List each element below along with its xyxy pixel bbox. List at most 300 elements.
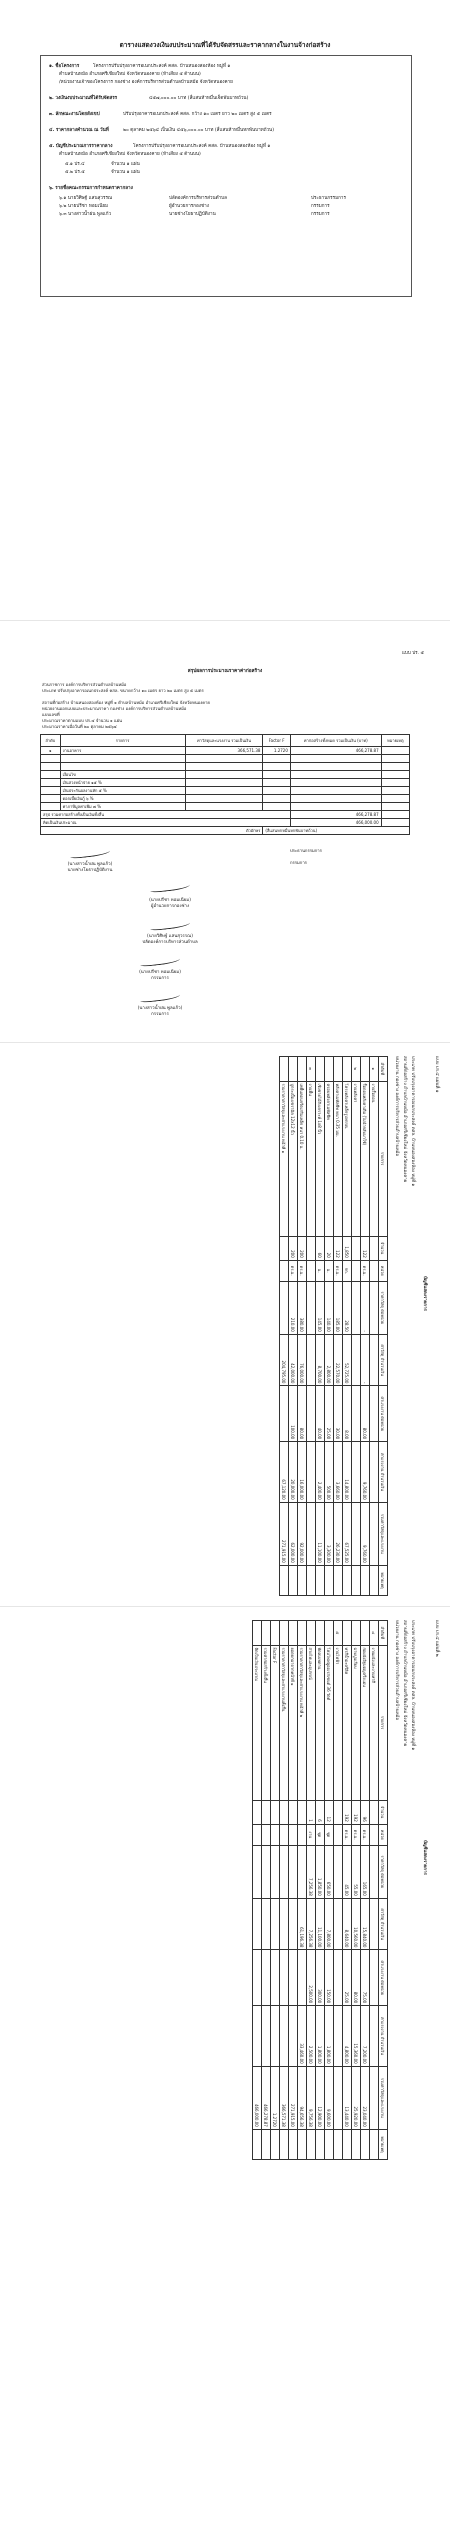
bq2-cell-no — [262, 1621, 271, 1646]
bq2-cell-item: งานผนังและงานทาสี — [370, 1645, 379, 1800]
bq2-cell-mp: 55.00 — [352, 1845, 361, 1898]
signature-scribble — [150, 882, 191, 893]
sig5-name: (นางสาวน้ำฝน พูลแก้ว) — [137, 1006, 183, 1011]
bq1-cell-mp: 28.50 — [343, 1281, 352, 1334]
committee-2-role: กรรมการ — [311, 204, 330, 209]
bq1-cell-item: งานพื้น — [307, 1081, 316, 1236]
table-row — [271, 1621, 280, 2160]
bq1-cell-ma: 76,000.00 — [298, 1334, 307, 1386]
bq2-cell-qty: 192 — [352, 1800, 361, 1824]
table-row — [370, 1057, 379, 1596]
bq1-cell-la: 500.00 — [325, 1442, 334, 1503]
bq1-cell-no — [325, 1057, 334, 1082]
bq2-cell-qty — [334, 1800, 343, 1824]
bq2-cell-ma — [334, 1898, 343, 1950]
bq2-line2: สถานที่ก่อสร้าง ตำบลบ้านหม้อ อำเภอศรีเชียงใหม่ จังหวัดหนองคาย — [402, 1620, 407, 1747]
table-row — [361, 1621, 370, 2160]
bq2-cell-note — [307, 2129, 316, 2159]
item6-label: ๖. รายชื่อคณะกรรมการกำหนดราคากลาง — [49, 186, 133, 191]
table-row — [253, 1621, 262, 2160]
bq1-cell-note — [370, 1565, 379, 1595]
bq2-cell-no — [307, 1621, 316, 1646]
bq1-cell-qty — [352, 1236, 361, 1260]
bq2-cell-mp — [280, 1845, 289, 1898]
bq2-cell-tot: 271,915.00 — [289, 2066, 298, 2129]
bq2-cell-qty: 6 — [316, 1800, 325, 1824]
summary-header-no: ลำดับ — [41, 735, 61, 747]
bq1-cell-la: 9,760.00 — [361, 1442, 370, 1503]
summary-line7: ประมาณราคาเมื่อวันที่ ๒๐ ตุลาคม ๒๕๖๔ — [42, 724, 117, 729]
bq2-cell-note — [361, 2129, 370, 2159]
summary-words-label: ตัวอักษร — [41, 827, 263, 835]
table-row — [307, 1621, 316, 2160]
bq2-cell-unit — [289, 1824, 298, 1845]
bq2-cell-ma — [271, 1898, 280, 1950]
bq2-rotated-sheet — [10, 1620, 440, 2160]
bq1-cell-lp: 30.00 — [334, 1386, 343, 1442]
bq2-cell-tot: 23,040.00 — [361, 2066, 370, 2129]
bq2-cell-ma — [262, 1898, 271, 1950]
summary-row-factor: 1.2720 — [263, 747, 290, 755]
summary-total-value: 466,278.87 — [290, 811, 381, 819]
bq2-cell-item: Factor F — [271, 1645, 280, 1800]
bq1-cell-unit: ตร.ม. — [361, 1260, 370, 1281]
bq2-cell-lp: 25.00 — [343, 1950, 352, 2006]
bq2-cell-mp — [253, 1845, 262, 1898]
item4-text: ๒๐ ตุลาคม ๒๕๖๔ เป็นเงิน ๔๕๖,๐๐๐.๐๐ บาท (สี่แสนห้าหมื่นหกพันบาทถ้วน) — [123, 128, 274, 133]
bq2-line3: หน่วยงาน กองช่าง องค์การบริหารส่วนตำบลบ้านหม้อ — [394, 1620, 399, 1721]
bq2-body — [253, 1621, 379, 2160]
sig3-position: ปลัดองค์การบริหารส่วนตำบล — [142, 940, 198, 945]
condition-3: ดอกเบี้ยเงินกู้ ๖ % — [60, 795, 185, 803]
bq1-cell-tot: 67,525.00 — [343, 1502, 352, 1565]
summary-header-note: หมายเหตุ — [381, 735, 409, 747]
bq1-line3: หน่วยงาน กองช่าง องค์การบริหารส่วนตำบลบ้านหม้อ — [394, 1056, 399, 1157]
bq1-cell-no — [334, 1057, 343, 1082]
bq2-cell-note — [370, 2129, 379, 2159]
bq2-cell-no — [352, 1621, 361, 1646]
bq1-cell-qty — [280, 1236, 289, 1260]
bq2-cell-mp: 45.00 — [343, 1845, 352, 1898]
bq2-cell-no — [253, 1621, 262, 1646]
bq2-cell-mp — [271, 1845, 280, 1898]
sig3-name: (นายวิศิษฐ์ แสนสุวรรณ) — [147, 934, 193, 939]
bq2-cell-ma: 8,640.00 — [343, 1898, 352, 1950]
bq1-cell-qty: 1,850 — [343, 1236, 352, 1260]
bq1-cell-unit: ม. — [325, 1260, 334, 1281]
bq2-cell-ma: 10,560.00 — [352, 1898, 361, 1950]
bq1-cell-item: รื้อถอนหลังคาเดิม (ไม่นำกลับมาใช้) — [361, 1081, 370, 1236]
bq1-cell-mp — [352, 1281, 361, 1334]
bq2-cell-item: ก่อผนังอิฐมอญครึ่งแผ่น — [361, 1645, 370, 1800]
bq2-cell-item: โคมไฟฟลูออเรสเซนต์ 36 วัตต์ — [325, 1645, 334, 1800]
item5-sub2-qty: จำนวน ๑ แผ่น — [111, 170, 140, 175]
bq2-cell-ma — [289, 1898, 298, 1950]
bq1-cell-mp: 145.00 — [316, 1281, 325, 1334]
bq1-cell-tot — [307, 1502, 316, 1565]
bq1-cell-mp — [307, 1281, 316, 1334]
bq2-cell-item: งานไฟฟ้า — [334, 1645, 343, 1800]
bq2-header-qty: จำนวน — [379, 1800, 388, 1824]
bq2-cell-qty: 12 — [325, 1800, 334, 1824]
table-row — [352, 1621, 361, 2160]
bq2-cell-lp — [289, 1950, 298, 2006]
table-row — [262, 1621, 271, 2160]
bq1-cell-item: เชิงชายไม้สังเคราะห์ 1x8 นิ้ว — [316, 1081, 325, 1236]
table-row — [325, 1057, 334, 1596]
bq2-cell-ma — [253, 1898, 262, 1950]
bq2-cell-qty — [370, 1800, 379, 1824]
bq2-cell-lp: 2,500.00 — [307, 1950, 316, 2006]
bq1-cell-unit — [370, 1260, 379, 1281]
bq2-cell-qty — [298, 1800, 307, 1824]
item5-sub2: ๕.๒ ปร.๕ — [65, 170, 85, 175]
bq1-cell-lp: 100.00 — [289, 1386, 298, 1442]
bq2-header-item: รายการ — [379, 1645, 388, 1800]
cover-page — [0, 0, 450, 620]
bq1-cell-note — [289, 1565, 298, 1595]
bq2-table — [252, 1620, 388, 2160]
bq1-cell-unit: ม. — [316, 1260, 325, 1281]
summary-words-value: (สี่แสนหกหมื่นหกพันบาทถ้วน) — [263, 827, 410, 835]
bq2-cell-mp — [262, 1845, 271, 1898]
item3-label: ๓. ลักษณะงานโดยสังเขป — [49, 112, 100, 117]
bq1-cell-qty — [307, 1236, 316, 1260]
bq1-cell-item: โครงหลังคาเหล็กรูปพรรณ — [343, 1081, 352, 1236]
bq2-cell-ma: 7,256.38 — [307, 1898, 316, 1950]
bq2-cell-la — [334, 2006, 343, 2067]
bq1-cell-note — [352, 1565, 361, 1595]
bq2-cell-mp — [370, 1845, 379, 1898]
bq1-cell-mp — [280, 1281, 289, 1334]
bq2-cell-note — [325, 2129, 334, 2159]
condition-4: ค่าภาษีมูลค่าเพิ่ม ๗ % — [60, 803, 185, 811]
item1-text2: ตำบลบ้านหม้อ อำเภอศรีเชียงใหม่ จังหวัดหนองคาย (ห้าเสียง ๕ ด้านบน) — [59, 72, 201, 77]
bq2-cell-qty: 96 — [361, 1800, 370, 1824]
bq1-cell-note — [334, 1565, 343, 1595]
bq1-cell-item: งานรื้อถอน — [370, 1081, 379, 1236]
bq1-cell-no: ๑ — [370, 1057, 379, 1082]
bq2-cell-qty — [289, 1800, 298, 1824]
bq1-cell-qty: 200 — [298, 1236, 307, 1260]
bq2-cell-no — [271, 1621, 280, 1646]
summary-header-total: ค่าก่อสร้างทั้งหมด รวมเป็นเงิน (บาท) — [290, 735, 381, 747]
bq1-cell-lp: 25.00 — [325, 1386, 334, 1442]
committee-1-role: ประธานกรรมการ — [311, 196, 346, 201]
table-row — [343, 1621, 352, 2160]
bq1-cell-ma: 52,725.00 — [343, 1334, 352, 1386]
bq1-cell-lp: 80.00 — [298, 1386, 307, 1442]
bq2-header-mp: ราคาวัสดุ ต่อหน่วย — [379, 1845, 388, 1898]
bq2-cell-tot: 9,756.38 — [307, 2066, 316, 2129]
bq2-cell-unit — [253, 1824, 262, 1845]
bq2-cell-ma: 61,196.38 — [298, 1898, 307, 1950]
item5-text2: ตำบลบ้านหม้อ อำเภอศรีเชียงใหม่ จังหวัดหนองคาย (ห้าเสียง ๕ ด้านบน) — [59, 152, 201, 157]
signature-scribble — [150, 920, 191, 931]
bq1-line2: สถานที่ก่อสร้าง ตำบลบ้านหม้อ อำเภอศรีเชียงใหม่ จังหวัดหนองคาย — [402, 1056, 407, 1183]
bq2-cell-tot — [370, 2066, 379, 2129]
summary-header-cost: ค่าวัสดุและแรงงาน รวมเป็นเงิน — [185, 735, 263, 747]
bq2-cell-item: ทาสีน้ำอะครีลิค — [343, 1645, 352, 1800]
bq2-cell-note — [280, 2129, 289, 2159]
bq2-cell-note — [271, 2129, 280, 2159]
cover-title: ตารางแสดงวงเงินงบประมาณที่ได้รับจัดสรรและราคากลางในงานจ้างก่อสร้าง — [119, 41, 331, 49]
bq1-cell-tot: 3,300.00 — [325, 1502, 334, 1565]
table-row — [370, 1621, 379, 2160]
summary-line4: หน่วยงานออกแบบและประมาณราคา กองช่าง องค์การบริหารส่วนตำบลบ้านหม้อ — [42, 706, 187, 711]
bq1-cell-tot: 11,100.00 — [316, 1502, 325, 1565]
bq1-cell-la: 3,660.00 — [334, 1442, 343, 1503]
bq2-cell-qty — [280, 1800, 289, 1824]
bq2-cell-qty: 1 — [307, 1800, 316, 1824]
bq1-header-mp: ราคาวัสดุ ต่อหน่วย — [379, 1281, 388, 1334]
bq1-cell-no — [289, 1057, 298, 1082]
bq2-cell-qty — [253, 1800, 262, 1824]
bq1-cell-unit — [352, 1260, 361, 1281]
bq2-cell-unit: ตร.ม. — [352, 1824, 361, 1845]
bq2-cell-unit — [370, 1824, 379, 1845]
bq1-cell-mp — [370, 1281, 379, 1334]
table-row — [289, 1621, 298, 2160]
bq2-cell-tot: 94,656.38 — [298, 2066, 307, 2129]
bq2-cell-no — [325, 1621, 334, 1646]
bq2-cell-note — [298, 2129, 307, 2159]
bq1-cell-ma — [370, 1334, 379, 1386]
approve-label2: กรรมการ — [290, 860, 307, 865]
bq1-cell-qty: 60 — [316, 1236, 325, 1260]
committee-3-role: กรรมการ — [311, 212, 330, 217]
bq1-cell-note — [316, 1565, 325, 1595]
item1-text: โครงการปรับปรุงอาคารอเนกประสงค์ คสล. บ้านหนองสองห้อง หมู่ที่ ๑ — [93, 64, 231, 69]
committee-3-position: นายช่างโยธาปฏิบัติงาน — [169, 212, 216, 217]
bq1-header-lp: ค่าแรงงาน ต่อหน่วย — [379, 1386, 388, 1442]
bq2-cell-la: 7,200.00 — [361, 2006, 370, 2067]
bq2-header-unit: หน่วย — [379, 1824, 388, 1845]
bq1-cell-note — [280, 1565, 289, 1595]
bq2-cell-la — [280, 2006, 289, 2067]
bq2-cell-note — [262, 2129, 271, 2159]
bq1-cell-item: ครอบหลังคาเมทัลชีท — [325, 1081, 334, 1236]
item2-label: ๒. วงเงินงบประมาณที่ได้รับจัดสรร — [49, 96, 118, 101]
bq2-cell-mp — [334, 1845, 343, 1898]
sig4-position: กรรมการ — [151, 976, 169, 981]
summary-row-note — [381, 747, 409, 755]
bq1-cell-no — [316, 1057, 325, 1082]
bq2-header-tot: รวมค่าวัสดุและแรงงาน — [379, 2066, 388, 2129]
signature-scribble — [140, 992, 181, 1003]
condition-2: เงินประกันผลงานหัก ๕ % — [60, 787, 185, 795]
table-row — [325, 1621, 334, 2160]
bq1-cell-item: หลังคาเมทัลชีท หนา 0.35 มม. — [334, 1081, 343, 1236]
bq2-cell-tot: 466,000.00 — [253, 2066, 262, 2129]
summary-line5: แบบเลขที่ — [42, 712, 60, 717]
bq2-cell-lp — [298, 1950, 307, 2006]
bq2-cell-tot — [334, 2066, 343, 2129]
bq1-cell-la: 14,800.00 — [343, 1442, 352, 1503]
bq1-cell-note — [298, 1565, 307, 1595]
cover-info-box — [40, 55, 412, 297]
summary-page — [0, 622, 450, 1042]
bq1-cell-la: 2,400.00 — [316, 1442, 325, 1503]
bq2-cell-qty — [271, 1800, 280, 1824]
bq2-cell-qty — [262, 1800, 271, 1824]
bq2-cell-item: รวมค่าก่อสร้างทั้งสิ้น — [262, 1645, 271, 1800]
bq2-cell-note — [334, 2129, 343, 2159]
table-row — [316, 1621, 325, 2160]
bq1-cell-tot — [370, 1502, 379, 1565]
bq2-cell-note — [343, 2129, 352, 2159]
bq2-cell-unit — [262, 1824, 271, 1845]
sig1-name: (นางสาวน้ำฝน พูลแก้ว) — [67, 862, 113, 867]
summary-line3: สถานที่ก่อสร้าง บ้านหนองสองห้อง หมู่ที่ ๑ ตำบลบ้านหม้อ อำเภอศรีเชียงใหม่ จังหวัดหนองคาย — [42, 700, 210, 705]
bq2-cell-ma: 11,100.00 — [316, 1898, 325, 1950]
bq2-cell-tot: 13,440.00 — [343, 2066, 352, 2129]
summary-row-no: ๑ — [41, 747, 61, 755]
bq2-cell-unit: ชุด — [325, 1824, 334, 1845]
bq2-title: บัญชีแสดงรายการ — [422, 1840, 427, 1875]
bq2-cell-ma: 7,800.00 — [325, 1898, 334, 1950]
bq1-cell-ma: 204,795.00 — [280, 1334, 289, 1386]
bq2-page-number: แบบ ปร.๔ แผ่นที่ ๒ — [434, 1620, 439, 1657]
sig1-position: นายช่างโยธาปฏิบัติงาน — [67, 868, 113, 873]
bq2-cell-item: รวมราคาค่าวัสดุและค่าแรงงาน หน้าที่ ๒ — [298, 1645, 307, 1800]
condition-label: เงื่อนไข — [60, 771, 185, 779]
signature-scribble — [70, 848, 111, 859]
bq2-cell-lp — [271, 1950, 280, 2006]
bq2-cell-no: ๔ — [370, 1621, 379, 1646]
summary-line6: ประมาณราคาตามแบบ ปร.๔ จำนวน ๑ แผ่น — [42, 718, 123, 723]
table-row — [280, 1621, 289, 2160]
bq1-table — [279, 1056, 388, 1596]
sig4-name: (นายปรีชา หอมเนียม) — [139, 970, 181, 975]
bq1-cell-la — [370, 1442, 379, 1503]
bq1-cell-tot: 92,000.00 — [298, 1502, 307, 1565]
bq2-cell-item: ฉาบปูนเรียบ — [352, 1645, 361, 1800]
bq2-cell-no — [316, 1621, 325, 1646]
bq1-cell-ma: 42,000.00 — [289, 1334, 298, 1386]
bq2-cell-la — [289, 2006, 298, 2067]
bq1-cell-unit — [307, 1260, 316, 1281]
bq1-cell-lp — [352, 1386, 361, 1442]
bq2-cell-note — [289, 2129, 298, 2159]
bq1-cell-unit: ตร.ม. — [334, 1260, 343, 1281]
summary-total-label: สรุป รวมค่าก่อสร้างทั้งเป็นเงินทั้งสิ้น — [41, 811, 291, 819]
bq1-cell-ma: 2,800.00 — [325, 1334, 334, 1386]
bq2-cell-unit — [334, 1824, 343, 1845]
bq2-cell-note — [352, 2129, 361, 2159]
bq2-cell-unit — [271, 1824, 280, 1845]
bq2-cell-mp: 165.00 — [361, 1845, 370, 1898]
bq2-cell-no — [298, 1621, 307, 1646]
bq1-cell-mp: 185.00 — [334, 1281, 343, 1334]
bq1-cell-unit: กก. — [343, 1260, 352, 1281]
signature-scribble — [140, 956, 181, 967]
bq1-cell-item: รวมราคาค่าวัสดุและค่าแรงงาน หน้าที่ ๑ — [280, 1081, 289, 1236]
bq1-cell-qty — [370, 1236, 379, 1260]
table-row — [280, 1057, 289, 1596]
bq1-cell-item: งานหลังคา — [352, 1081, 361, 1236]
item4-label: ๔. ราคากลางคำนวณ ณ วันที่ — [49, 128, 109, 133]
bq1-cell-la: 67,120.00 — [280, 1442, 289, 1503]
bq2-cell-lp: 80.00 — [352, 1950, 361, 2006]
summary-row-item: งานอาคาร — [60, 747, 185, 755]
bq2-cell-ma: 15,840.00 — [361, 1898, 370, 1950]
bq2-cell-no — [289, 1621, 298, 1646]
bq1-cell-item: ปูกระเบื้องเซรามิค 12x12 นิ้ว — [289, 1081, 298, 1236]
bq1-cell-qty: 122 — [334, 1236, 343, 1260]
bq1-cell-ma: 8,700.00 — [316, 1334, 325, 1386]
page-separator — [0, 620, 450, 621]
summary-round-label: คิดเป็นเงินประมาณ — [41, 819, 291, 827]
sig2-position: ผู้อำนวยการกองช่าง — [150, 904, 190, 909]
bq2-cell-no — [280, 1621, 289, 1646]
bq1-cell-item: เทพื้นคอนกรีตเสริมเหล็ก หนา 0.10 ม. — [298, 1081, 307, 1236]
bq1-cell-no — [361, 1057, 370, 1082]
page-separator — [0, 1606, 450, 1607]
bq2-cell-unit — [280, 1824, 289, 1845]
bq2-header-no: ลำดับที่ — [379, 1621, 388, 1646]
bq2-cell-tot: 1.2720 — [271, 2066, 280, 2129]
bq2-cell-unit: ตร.ม. — [343, 1824, 352, 1845]
item5-sub1: ๕.๑ ปร.๔ — [65, 162, 85, 167]
table-row — [316, 1057, 325, 1596]
bq1-cell-mp: 210.00 — [289, 1281, 298, 1334]
bq1-header-note: หมายเหตุ — [379, 1565, 388, 1595]
bq2-cell-la: 1,800.00 — [325, 2006, 334, 2067]
bq2-cell-lp — [280, 1950, 289, 2006]
item1-text3: /หน่วยงานเจ้าของโครงการ กองช่าง องค์การบริหารส่วนตำบลบ้านหม้อ จังหวัดหนองคาย — [59, 80, 233, 85]
bq2-cell-lp — [253, 1950, 262, 2006]
bq1-cell-mp: 380.00 — [298, 1281, 307, 1334]
item3-text: ปรับปรุงอาคารอเนกประสงค์ คสล. กว้าง ๑๐ เมตร ยาว ๒๐ เมตร สูง ๕ เมตร — [123, 112, 272, 117]
bq2-cell-la: 33,460.00 — [298, 2006, 307, 2067]
bq2-cell-no — [361, 1621, 370, 1646]
bq1-header-no: ลำดับที่ — [379, 1057, 388, 1082]
summary-page-number: แบบ ปร. ๕ — [401, 651, 424, 656]
bq1-line1: ประเภท ปรับปรุงอาคารอเนกประสงค์ คสล. บ้านหนองสองห้อง หมู่ที่ ๑ — [410, 1056, 415, 1187]
bq2-cell-ma — [280, 1898, 289, 1950]
summary-row-total: 466,278.87 — [290, 747, 381, 755]
bq1-cell-la: 20,000.00 — [289, 1442, 298, 1503]
bq1-header-item: รายการ — [379, 1081, 388, 1236]
bq1-cell-lp — [307, 1386, 316, 1442]
table-row — [307, 1057, 316, 1596]
bq2-cell-lp: 300.00 — [316, 1950, 325, 2006]
bq2-cell-mp: 1,850.00 — [316, 1845, 325, 1898]
bq1-cell-no — [343, 1057, 352, 1082]
bq2-cell-lp — [334, 1950, 343, 2006]
table-row — [298, 1057, 307, 1596]
bq1-cell-note — [343, 1565, 352, 1595]
bq2-cell-la — [253, 2006, 262, 2067]
summary-table — [40, 734, 410, 835]
bq1-header-tot: รวมค่าวัสดุและแรงงาน — [379, 1502, 388, 1565]
bq2-cell-lp — [262, 1950, 271, 2006]
approve-label: ประธานกรรมการ — [290, 848, 322, 853]
bq1-cell-lp: 8.00 — [343, 1386, 352, 1442]
bq2-cell-unit — [298, 1824, 307, 1845]
bq1-cell-note — [325, 1565, 334, 1595]
bq2-cell-la: 15,360.00 — [352, 2006, 361, 2067]
committee-2-name: ๖.๒ นายปรีชา หอมเนียม — [59, 204, 109, 209]
committee-1-position: ปลัดองค์การบริหารส่วนตำบล — [169, 196, 227, 201]
table-row — [361, 1057, 370, 1596]
bq1-cell-note — [361, 1565, 370, 1595]
bq2-cell-la — [271, 2006, 280, 2067]
bq2-cell-no — [343, 1621, 352, 1646]
bq2-cell-lp — [370, 1950, 379, 2006]
bq1-cell-lp — [280, 1386, 289, 1442]
